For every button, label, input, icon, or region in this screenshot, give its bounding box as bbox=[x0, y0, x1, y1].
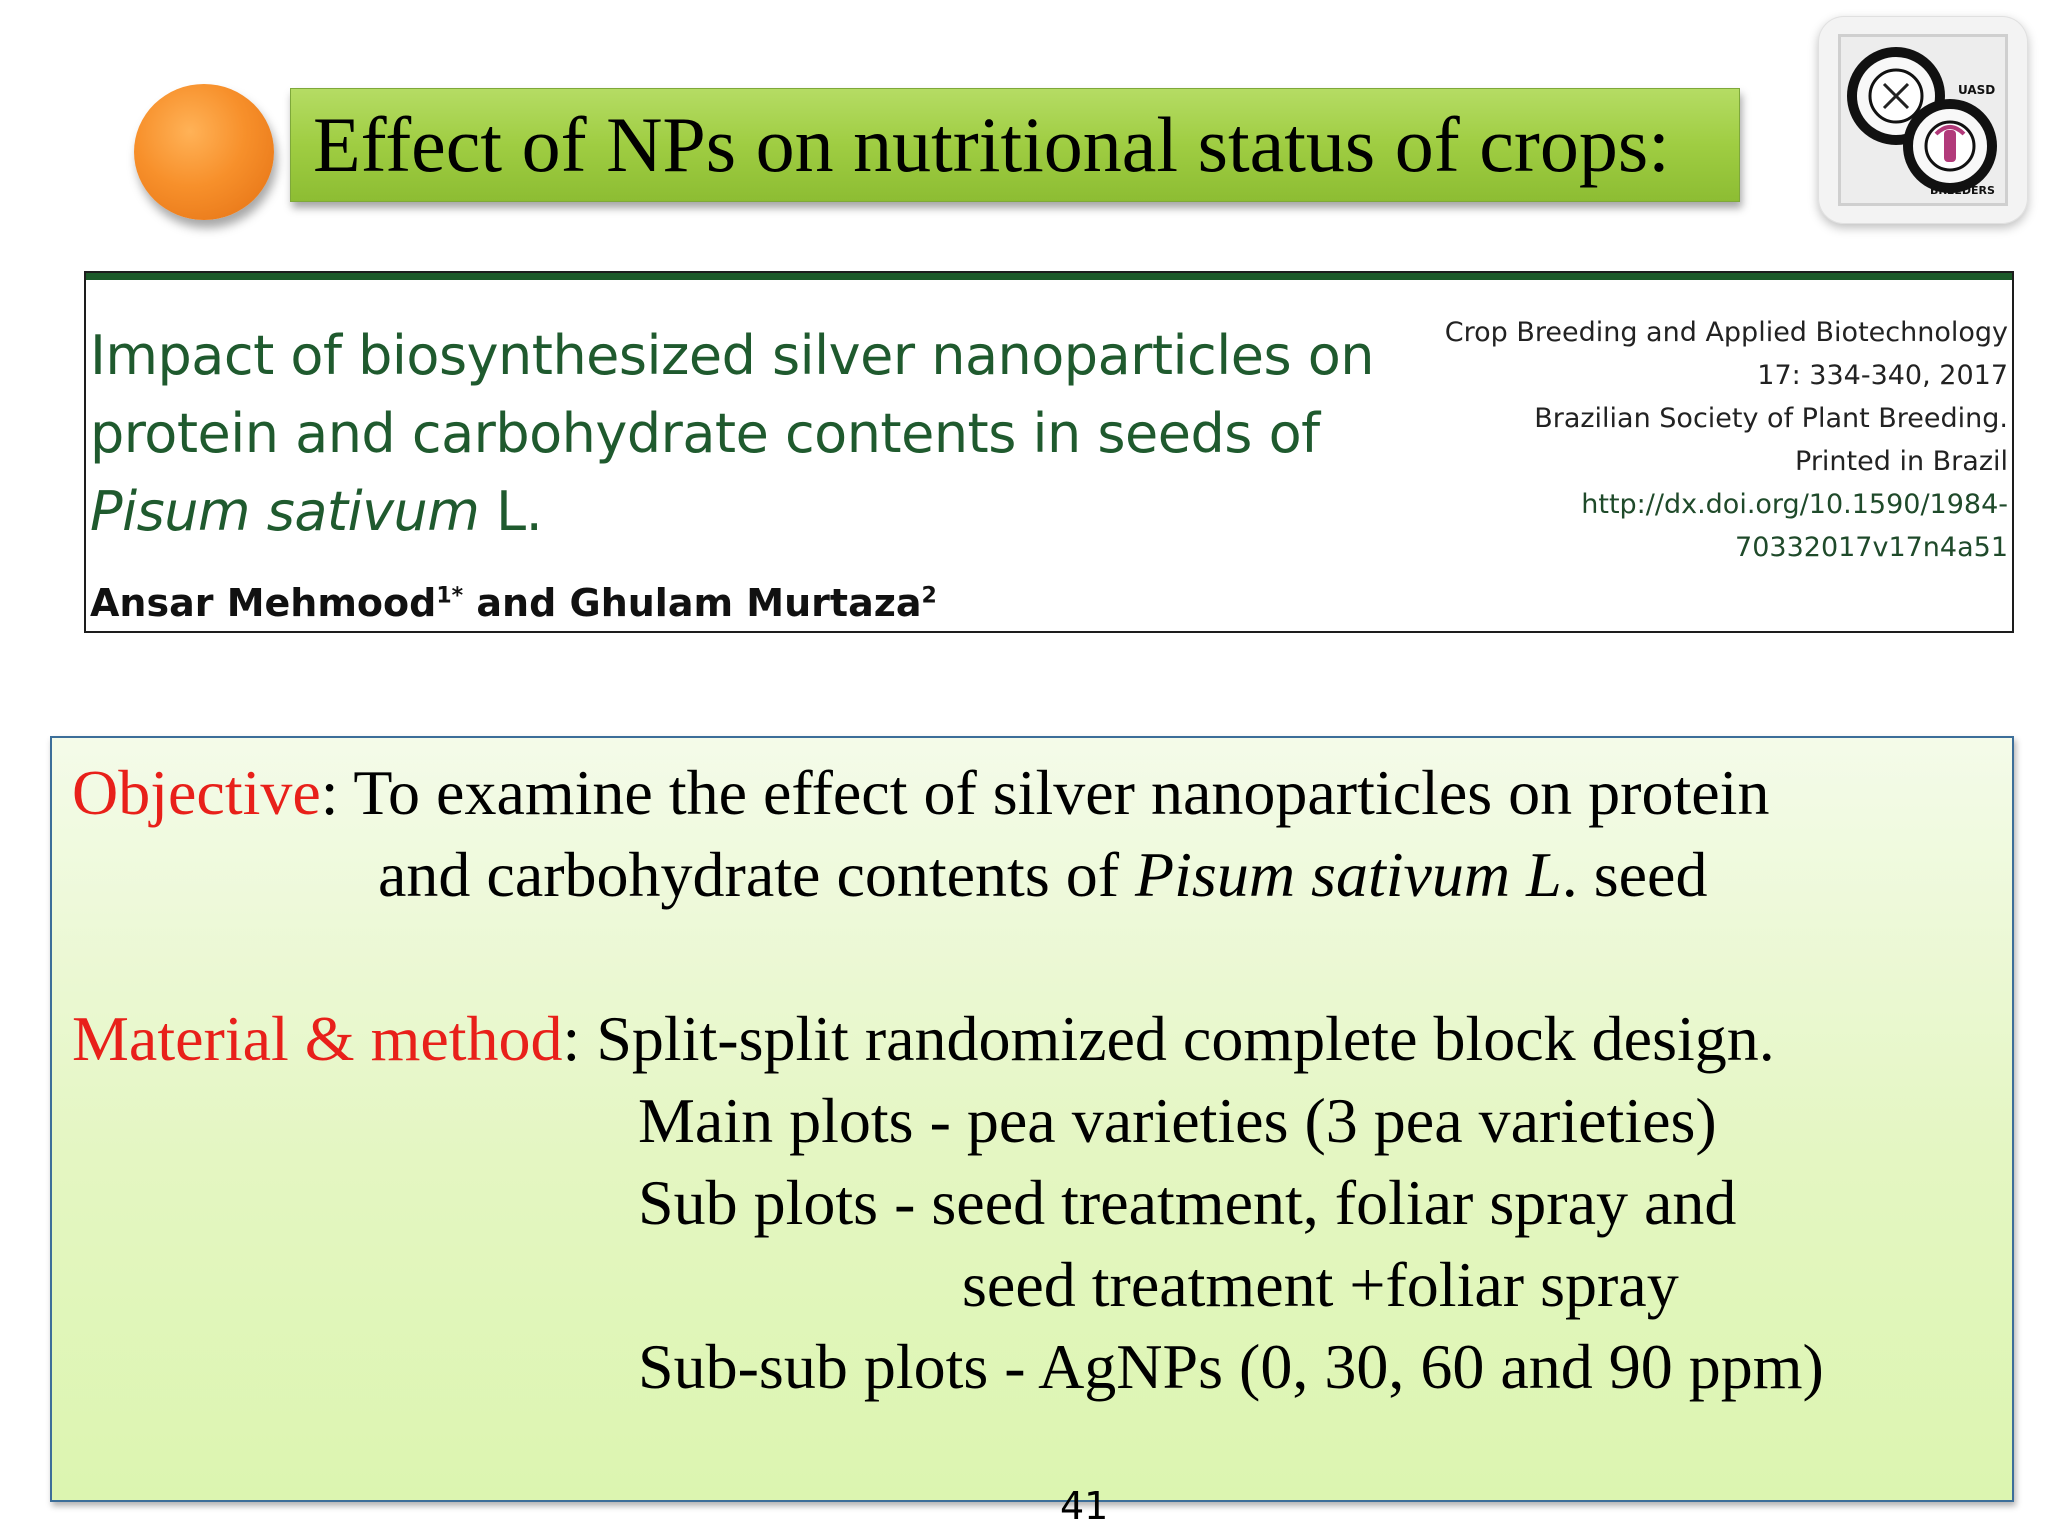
paper-title-species: Pisum sativum bbox=[90, 480, 480, 543]
logo-text-right: UASD bbox=[1958, 83, 1996, 97]
sub-plots-cont-row: seed treatment +foliar spray bbox=[962, 1249, 1679, 1320]
dna-and-plant-emblem-icon bbox=[1838, 34, 2008, 206]
sub-plots-row: Sub plots - seed treatment, foliar spray and bbox=[638, 1167, 1737, 1238]
method-text: : Split-split randomized complete block design. bbox=[562, 1003, 1775, 1074]
doi-link-line-2[interactable]: 70332017v17n4a51 bbox=[1735, 532, 2008, 563]
journal-printed: Printed in Brazil bbox=[1795, 446, 2008, 477]
page-number: 41 bbox=[1060, 1484, 1109, 1528]
objective-row bbox=[72, 752, 1824, 834]
objective-label: Objective bbox=[72, 757, 321, 828]
content-text bbox=[72, 752, 1824, 1408]
author-2-affiliation: 2 bbox=[921, 583, 937, 609]
paper-header-box bbox=[84, 271, 2014, 633]
journal-name: Crop Breeding and Applied Biotechnology bbox=[1444, 317, 2008, 348]
author-1-affiliation: 1* bbox=[436, 583, 464, 609]
objective-line2-post: . seed bbox=[1561, 839, 1708, 910]
title-bullet-circle bbox=[134, 84, 274, 220]
journal-society: Brazilian Society of Plant Breeding. bbox=[1534, 403, 2008, 434]
objective-species: Pisum sativum L bbox=[1135, 839, 1562, 910]
method-label: Material & method bbox=[72, 1003, 563, 1074]
author-1: Ansar Mehmood bbox=[90, 581, 437, 625]
society-logo bbox=[1818, 16, 2028, 224]
sub-sub-plots-row: Sub-sub plots - AgNPs (0, 30, 60 and 90 ppm) bbox=[638, 1331, 1824, 1402]
method-row bbox=[72, 998, 1824, 1080]
slide-title: Effect of NPs on nutritional status of crops: bbox=[313, 101, 1670, 188]
journal-volume: 17: 334-340, 2017 bbox=[1757, 360, 2008, 391]
objective-text: : To examine the effect of silver nanoparticles on protein bbox=[320, 757, 1770, 828]
paper-title-line-1: Impact of biosynthesized silver nanoparticles on bbox=[90, 324, 1375, 387]
logo-text-bottom: BREEDERS bbox=[1930, 184, 1995, 197]
main-plots-row: Main plots - pea varieties (3 pea varieties) bbox=[638, 1085, 1717, 1156]
content-box bbox=[50, 736, 2014, 1502]
paper-authors bbox=[90, 581, 937, 625]
paper-title-line-2: protein and carbohydrate contents in seeds of bbox=[90, 402, 1320, 465]
objective-line2-pre: and carbohydrate contents of bbox=[378, 839, 1136, 910]
author-separator-and-author-2: and Ghulam Murtaza bbox=[463, 581, 922, 625]
objective-row-2 bbox=[72, 834, 1824, 916]
paper-top-rule bbox=[86, 273, 2012, 280]
doi-link-line-1[interactable]: http://dx.doi.org/10.1590/1984- bbox=[1581, 489, 2008, 520]
blank-row bbox=[72, 916, 1824, 998]
paper-title bbox=[90, 317, 1374, 551]
journal-info bbox=[1445, 311, 2008, 569]
logo-emblem bbox=[1838, 34, 2008, 206]
paper-title-line-3 bbox=[90, 473, 1374, 551]
title-banner bbox=[290, 88, 1740, 202]
paper-title-species-suffix: L. bbox=[479, 480, 543, 543]
